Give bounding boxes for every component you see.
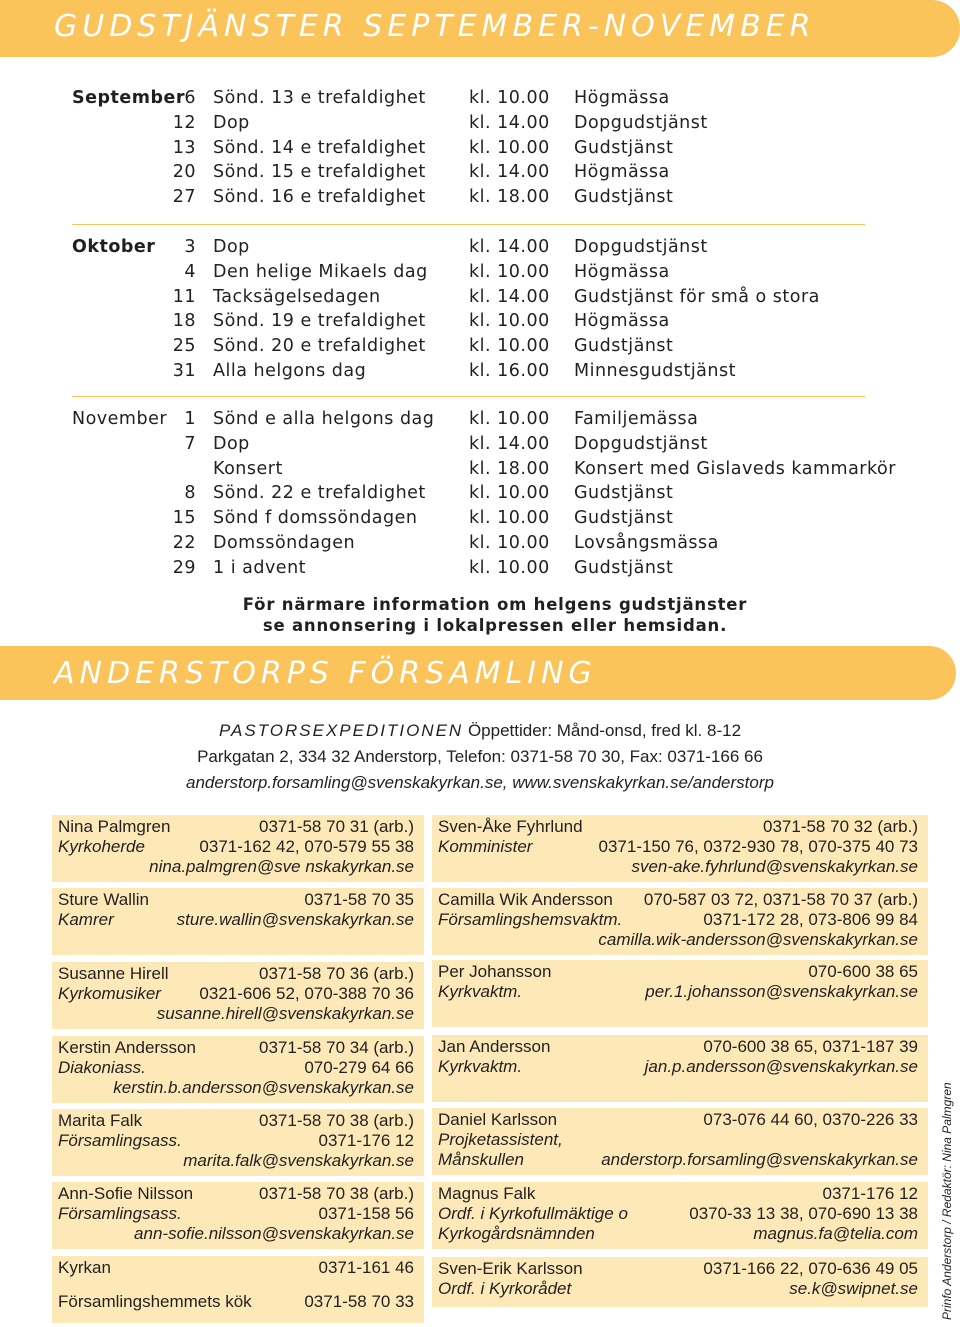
- contact-name: Jan Andersson: [438, 1037, 551, 1056]
- divider: [72, 224, 865, 225]
- contact-phone-private: 0321-606 52, 070-388 70 36: [199, 984, 414, 1003]
- service-type: Dopgudstjänst: [574, 237, 708, 257]
- day: 7: [184, 433, 196, 454]
- contact-phone: 070-587 03 72, 0371-58 70 37 (arb.): [643, 890, 918, 909]
- contact-role: Kyrkvaktm.: [438, 1057, 523, 1076]
- schedule-row: [0, 311, 960, 336]
- schedule-row: [0, 361, 960, 386]
- contact-name: Församlingshemmets kök: [58, 1292, 252, 1311]
- contact-role: Ordf. i Kyrkofullmäktige o: [438, 1204, 628, 1223]
- contact-name: Kyrkan: [58, 1258, 111, 1277]
- event: Tacksägelsedagen: [213, 286, 381, 307]
- service-type: Gudstjänst: [574, 187, 674, 208]
- contact-email[interactable]: kerstin.b.andersson@svenskakyrkan.se: [113, 1078, 414, 1097]
- time: kl. 10.00: [469, 311, 550, 332]
- contact-name: Sven-Erik Karlsson: [438, 1259, 583, 1278]
- service-type: Gudstjänst: [574, 508, 674, 529]
- schedule-november: [0, 409, 960, 583]
- contact-card: [52, 962, 424, 1029]
- editor-credit: Prinfo Anderstorp / Redaktör: Nina Palmgren: [940, 1082, 954, 1320]
- expedition-info: [0, 718, 960, 796]
- contact-name: Marita Falk: [58, 1111, 143, 1130]
- contact-phone: 070-600 38 65: [808, 962, 918, 981]
- service-type: Högmässa: [574, 311, 670, 332]
- event: Sönd. 13 e trefaldighet: [213, 88, 426, 108]
- info-note-line: För närmare information om helgens gudstjänster: [242, 595, 748, 614]
- info-note: [200, 594, 790, 636]
- contact-role: Församlingsass.: [58, 1204, 182, 1223]
- month-label: November: [72, 409, 168, 429]
- contact-role: Församlingshemsvaktm.: [438, 910, 623, 929]
- contact-phone: 0371-58 70 36 (arb.): [259, 964, 414, 983]
- contact-card: [432, 1182, 928, 1249]
- service-type: Gudstjänst: [574, 557, 674, 578]
- day: 11: [172, 286, 196, 307]
- expedition-label: PASTORSEXPEDITIONEN: [218, 721, 464, 740]
- contact-role: Kyrkomusiker: [58, 984, 161, 1003]
- schedule-row: [0, 187, 960, 212]
- contact-role: Kyrkvaktm.: [438, 982, 523, 1001]
- header-banner: [0, 0, 960, 57]
- contact-phone: 0371-58 70 38 (arb.): [259, 1184, 414, 1203]
- time: kl. 14.00: [469, 433, 550, 454]
- contact-card: [52, 1109, 424, 1176]
- service-type: Gudstjänst för små o stora: [574, 286, 820, 307]
- event: Konsert: [213, 458, 283, 479]
- day: 27: [172, 187, 196, 208]
- schedule-row: [0, 262, 960, 287]
- event: Dop: [213, 237, 250, 257]
- schedule-row: [0, 459, 960, 484]
- event: Dop: [213, 433, 250, 454]
- schedule-row: [0, 533, 960, 558]
- contact-role: Kamrer: [58, 910, 114, 929]
- day: 13: [172, 137, 196, 158]
- contact-phone: 0371-176 12: [822, 1184, 918, 1203]
- time: kl. 14.00: [469, 237, 550, 257]
- contact-phone: 0371-58 70 31 (arb.): [259, 817, 414, 836]
- schedule-row: [0, 483, 960, 508]
- contact-role-secondary: Månskullen: [438, 1150, 524, 1169]
- contact-name: Per Johansson: [438, 962, 552, 981]
- time: kl. 16.00: [469, 360, 550, 381]
- contact-role: Diakoniass.: [58, 1058, 146, 1077]
- contact-email[interactable]: camilla.wik-andersson@svenskakyrkan.se: [598, 930, 918, 949]
- day: 12: [172, 112, 196, 133]
- time: kl. 10.00: [469, 137, 550, 158]
- contact-phone: 0371-58 70 32 (arb.): [763, 817, 918, 836]
- contact-phone-private: 0371-158 56: [318, 1204, 414, 1223]
- contact-phone-private: 0370-33 13 38, 070-690 13 38: [689, 1204, 918, 1223]
- contact-phone: 0371-58 70 35: [304, 890, 414, 909]
- day: 29: [172, 557, 196, 578]
- contact-card: [432, 1257, 928, 1307]
- contact-card: [52, 1256, 424, 1323]
- service-type: Lovsångsmässa: [574, 532, 719, 553]
- address: Parkgatan 2, 334 32 Anderstorp, Telefon: 0371-58 70 30, Fax: 0371-166 66: [197, 747, 763, 766]
- contact-name: Camilla Wik Andersson: [438, 890, 613, 909]
- contact-phone-private: 0371-176 12: [318, 1131, 414, 1150]
- schedule-row: [0, 237, 960, 262]
- contact-email[interactable]: magnus.fa@telia.com: [753, 1224, 918, 1243]
- day: 3: [184, 237, 196, 257]
- day: 4: [184, 261, 196, 282]
- day: 22: [172, 532, 196, 553]
- contact-phone: 0371-58 70 38 (arb.): [259, 1111, 414, 1130]
- event: Dop: [213, 112, 250, 133]
- contact-name: Sven-Åke Fyhrlund: [438, 817, 583, 836]
- event: Sönd e alla helgons dag: [213, 409, 435, 429]
- service-type: Högmässa: [574, 261, 670, 282]
- schedule-row: [0, 138, 960, 163]
- event: Domssöndagen: [213, 532, 356, 553]
- event: Sönd. 22 e trefaldighet: [213, 483, 426, 504]
- schedule-row: [0, 409, 960, 434]
- contact-phone: 0371-166 22, 070-636 49 05: [703, 1259, 918, 1278]
- event: Sönd. 16 e trefaldighet: [213, 187, 426, 208]
- contact-phone-private: 0371-150 76, 0372-930 78, 070-375 40 73: [598, 837, 918, 856]
- divider: [72, 396, 865, 397]
- schedule-september: [0, 88, 960, 212]
- event: 1 i advent: [213, 557, 307, 578]
- contact-role: Kyrkoherde: [58, 837, 145, 856]
- contact-email[interactable]: nina.palmgren@sve nskakyrkan.se: [149, 857, 414, 876]
- day: 6: [184, 88, 196, 108]
- service-type: Familjemässa: [574, 409, 699, 429]
- contact-name: Susanne Hirell: [58, 964, 169, 983]
- contact-card: [52, 888, 424, 955]
- day: 18: [172, 311, 196, 332]
- time: kl. 18.00: [469, 458, 550, 479]
- service-type: Konsert med Gislaveds kammarkör: [574, 458, 896, 479]
- contact-card: [432, 815, 928, 882]
- contact-role: Projketassistent,: [438, 1130, 563, 1149]
- contact-phone-private: 070-279 64 66: [304, 1058, 414, 1077]
- event: Sönd. 14 e trefaldighet: [213, 137, 426, 158]
- service-type: Dopgudstjänst: [574, 112, 708, 133]
- web-contact[interactable]: anderstorp.forsamling@svenskakyrkan.se, www.svenskakyrkan.se/anderstorp: [186, 773, 774, 792]
- event: Sönd. 19 e trefaldighet: [213, 311, 426, 332]
- contact-card: [52, 1036, 424, 1103]
- contact-phone: 073-076 44 60, 0370-226 33: [703, 1110, 918, 1129]
- service-type: Gudstjänst: [574, 483, 674, 504]
- contact-role: Ordf. i Kyrkorådet: [438, 1279, 572, 1298]
- contact-email[interactable]: se.k@swipnet.se: [789, 1279, 918, 1298]
- contact-name: Daniel Karlsson: [438, 1110, 558, 1129]
- schedule-row: [0, 287, 960, 312]
- service-type: Gudstjänst: [574, 336, 674, 357]
- event: Sönd f domssöndagen: [213, 508, 418, 529]
- contact-card: [432, 1035, 928, 1102]
- time: kl. 10.00: [469, 409, 550, 429]
- contact-email[interactable]: ann-sofie.nilsson@svenskakyrkan.se: [134, 1224, 414, 1243]
- service-type: Högmässa: [574, 88, 670, 108]
- contact-email[interactable]: susanne.hirell@svenskakyrkan.se: [156, 1004, 414, 1023]
- contact-email[interactable]: jan.p.andersson@svenskakyrkan.se: [644, 1057, 918, 1076]
- event: Den helige Mikaels dag: [213, 261, 428, 282]
- contact-name: Ann-Sofie Nilsson: [58, 1184, 194, 1203]
- service-type: Gudstjänst: [574, 137, 674, 158]
- month-label: September: [72, 88, 185, 108]
- schedule-row: [0, 434, 960, 459]
- time: kl. 10.00: [469, 88, 550, 108]
- parish-title: ANDERSTORPS FÖRSAMLING: [54, 656, 597, 691]
- day: 15: [172, 508, 196, 529]
- time: kl. 10.00: [469, 557, 550, 578]
- time: kl. 14.00: [469, 162, 550, 183]
- contact-phone: 0371-58 70 33: [304, 1292, 414, 1311]
- schedule-row: [0, 113, 960, 138]
- time: kl. 18.00: [469, 187, 550, 208]
- time: kl. 10.00: [469, 508, 550, 529]
- month-label: Oktober: [72, 237, 156, 257]
- time: kl. 10.00: [469, 261, 550, 282]
- schedule-row: [0, 508, 960, 533]
- expedition-hours-line: [0, 718, 960, 744]
- day: 31: [172, 360, 196, 381]
- time: kl. 10.00: [469, 336, 550, 357]
- contact-phone-private: 0371-172 28, 073-806 99 84: [703, 910, 918, 929]
- contact-phone: 0371-58 70 34 (arb.): [259, 1038, 414, 1057]
- day: 1: [184, 409, 196, 429]
- contact-email[interactable]: per.1.johansson@svenskakyrkan.se: [645, 982, 918, 1001]
- contact-email[interactable]: sven-ake.fyhrlund@svenskakyrkan.se: [631, 857, 918, 876]
- day: 20: [172, 162, 196, 183]
- contact-card: [432, 888, 928, 955]
- page-title: GUDSTJÄNSTER SEPTEMBER-NOVEMBER: [54, 9, 816, 44]
- time: kl. 14.00: [469, 112, 550, 133]
- contact-card: [52, 815, 424, 882]
- service-type: Dopgudstjänst: [574, 433, 708, 454]
- schedule-row: [0, 88, 960, 113]
- contact-role: Församlingsass.: [58, 1131, 182, 1150]
- event: Alla helgons dag: [213, 360, 367, 381]
- contact-email[interactable]: sture.wallin@svenskakyrkan.se: [176, 910, 414, 929]
- day: 25: [172, 336, 196, 357]
- contact-card: [432, 960, 928, 1027]
- time: kl. 14.00: [469, 286, 550, 307]
- contact-card: [52, 1182, 424, 1249]
- day: 8: [184, 483, 196, 504]
- time: kl. 10.00: [469, 532, 550, 553]
- service-type: Minnesgudstjänst: [574, 360, 736, 381]
- contact-phone: 070-600 38 65, 0371-187 39: [703, 1037, 918, 1056]
- info-note-line: se annonsering i lokalpressen eller hemsidan.: [262, 616, 728, 635]
- contact-name: Kerstin Andersson: [58, 1038, 196, 1057]
- schedule-oktober: [0, 237, 960, 386]
- service-type: Högmässa: [574, 162, 670, 183]
- opening-hours: Öppettider: Månd-onsd, fred kl. 8-12: [467, 721, 742, 740]
- parish-banner: [0, 646, 956, 700]
- schedule-row: [0, 558, 960, 583]
- contact-role: Komminister: [438, 837, 533, 856]
- contact-email[interactable]: anderstorp.forsamling@svenskakyrkan.se: [601, 1150, 918, 1169]
- contact-role-secondary: Kyrkogårdsnämnden: [438, 1224, 595, 1243]
- schedule-row: [0, 162, 960, 187]
- event: Sönd. 15 e trefaldighet: [213, 162, 426, 183]
- contact-name: Magnus Falk: [438, 1184, 536, 1203]
- event: Sönd. 20 e trefaldighet: [213, 336, 426, 357]
- schedule-row: [0, 336, 960, 361]
- contact-email[interactable]: marita.falk@svenskakyrkan.se: [183, 1151, 414, 1170]
- contact-name: Nina Palmgren: [58, 817, 171, 836]
- contact-phone: 0371-161 46: [318, 1258, 414, 1277]
- time: kl. 10.00: [469, 483, 550, 504]
- contact-card: [432, 1108, 928, 1175]
- contact-phone-private: 0371-162 42, 070-579 55 38: [199, 837, 414, 856]
- contact-name: Sture Wallin: [58, 890, 150, 909]
